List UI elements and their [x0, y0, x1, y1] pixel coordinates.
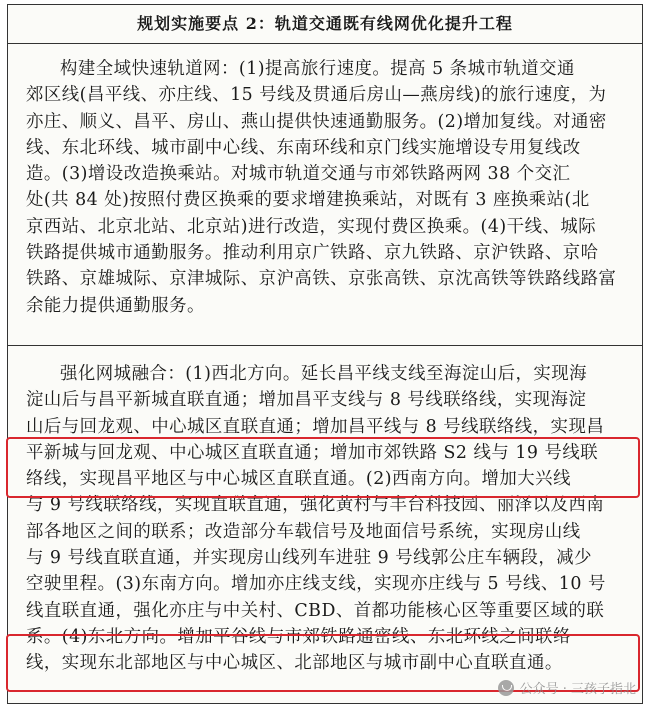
text-line: 铁路、京雄城际、京津城际、京沪高铁、京张高铁、京沈高铁等铁路线路富 — [26, 269, 617, 290]
text-line: 空驶里程。(3)东南方向。增加亦庄线支线，实现亦庄线与 5 号线、10 号 — [26, 574, 606, 595]
text-line: 山后与回龙观、中心城区直联直通；增加昌平线与 8 号线联络线，实现昌 — [26, 416, 605, 437]
text-line: 与 9 号线联络线，实现直联直通，强化黄村与丰台科技园、丽泽以及西南 — [26, 495, 605, 516]
watermark — [498, 678, 636, 697]
watermark-text: 公众号 · 三孩子指北 — [519, 682, 636, 697]
document-table — [7, 4, 643, 704]
text-line: 平新城与回龙观、中心城区直联直通；增加市郊铁路 S2 线与 19 号线联 — [26, 442, 599, 463]
text-line: 系。(4)东北方向。增加平谷线与市郊铁路通密线、东北环线之间联络 — [26, 626, 571, 647]
text-line: 部各地区之间的联系；改造部分车载信号及地面信号系统，实现房山线 — [26, 521, 581, 542]
wechat-icon — [498, 680, 514, 696]
section-network-build — [8, 44, 642, 346]
text-line: 造。(3)增设改造换乘站。对城市轨道交通与市郊铁路两网 38 个交汇 — [26, 164, 571, 185]
text-line: 与 9 号线直联直通，并实现房山线列车进驻 9 号线郭公庄车辆段，减少 — [26, 548, 593, 569]
text-line: 余能力提供通勤服务。 — [26, 295, 205, 316]
doc-title: 规划实施要点 2：轨道交通既有线网优化提升工程 — [8, 5, 642, 44]
text-line: 线、东北环线、城市副中心线、东南环线和京门线实施增设专用复线改 — [26, 137, 581, 158]
text-line: 强化网城融合：(1)西北方向。延长昌平线支线至海淀山后，实现海 — [60, 364, 588, 384]
section-network-city-integration — [8, 347, 642, 703]
text-line: 淀山后与昌平新城直联直通；增加昌平支线与 8 号线联络线，实现海淀 — [26, 390, 587, 411]
text-line: 络线，实现昌平地区与中心城区直联直通。(2)西南方向。增加大兴线 — [26, 469, 571, 490]
text-line: 构建全域快速轨道网：(1)提高旅行速度。提高 5 条城市轨道交通 — [60, 59, 575, 79]
text-line: 处(共 84 处)按照付费区换乘的要求增建换乘站，对既有 3 座换乘站(北 — [26, 190, 590, 211]
text-line: 铁路提供城市通勤服务。推动利用京广铁路、京九铁路、京沪铁路、京哈 — [26, 243, 599, 264]
text-line: 亦庄、顺义、昌平、房山、燕山提供快速通勤服务。(2)增加复线。对通密 — [26, 111, 607, 132]
text-line: 线直联直通，强化亦庄与中关村、CBD、首都功能核心区等重要区域的联 — [26, 600, 605, 621]
text-line: 郊区线(昌平线、亦庄线、15 号线及贯通后房山—燕房线)的旅行速度，为 — [26, 85, 607, 106]
text-line: 线，实现东北部地区与中心城区、北部地区与城市副中心直联直通。 — [26, 653, 563, 674]
text-line: 京西站、北京北站、北京站)进行改造，实现付费区换乘。(4)干线、城际 — [26, 216, 597, 237]
